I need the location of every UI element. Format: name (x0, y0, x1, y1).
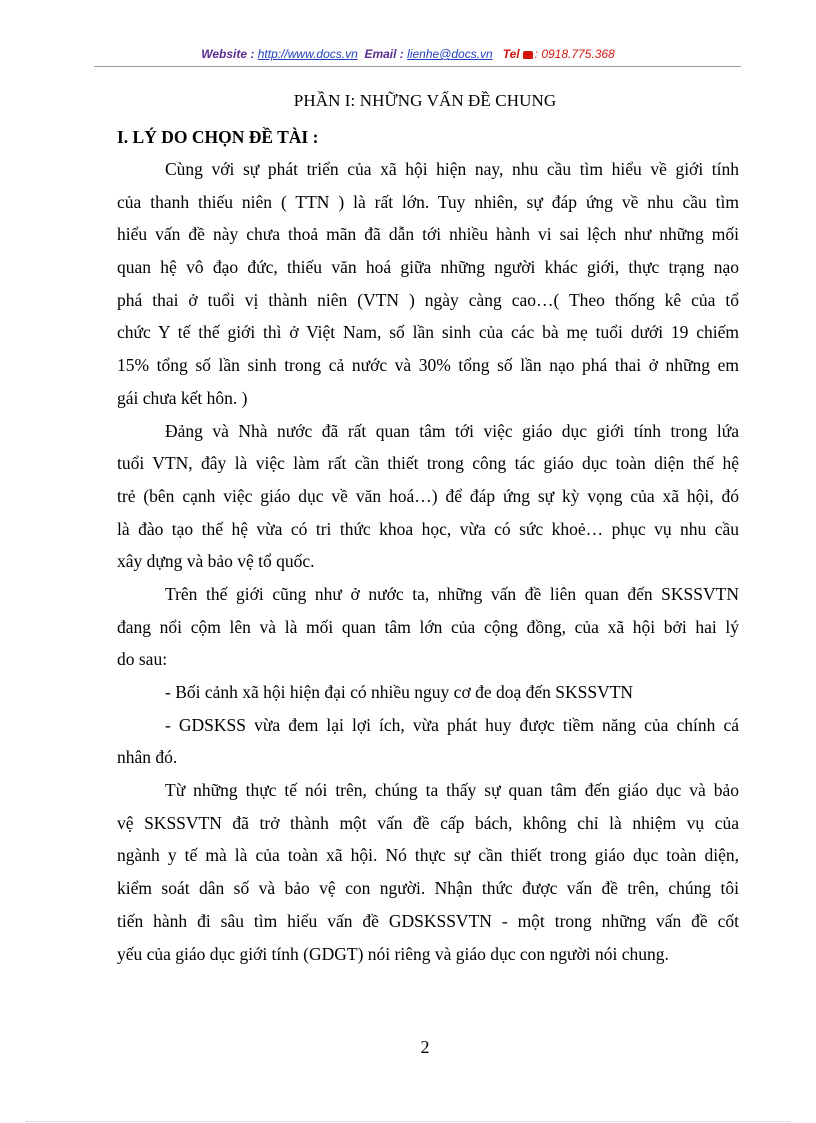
text-line: ngành y tế mà là của toàn xã hội. Nó thực sự cần thiết trong giáo dục toàn diện, (117, 845, 739, 866)
text-line: Trên thế giới cũng như ở nước ta, những vấn đề liên quan đến SKSSVTN (165, 583, 739, 604)
text-line: kiểm soát dân số và bảo vệ con người. Nhận thức được vấn đề trên, chúng tôi (117, 878, 739, 899)
text-line: - GDSKSS vừa đem lại lợi ích, vừa phát huy được tiềm năng của chính cá (165, 714, 739, 735)
header-divider (94, 66, 741, 67)
text-line: do sau: (117, 649, 168, 670)
text-line: 15% tổng số lần sinh trong cả nước và 30% tổng số lần nạo phá thai ở những em (117, 355, 739, 376)
footer-divider (26, 1121, 790, 1122)
section-title: I. LÝ DO CHỌN ĐỀ TÀI : (117, 127, 319, 147)
text-line: quan hệ vô đạo đức, thiếu văn hoá giữa những người khác giới, thực trạng nạo (117, 257, 739, 278)
text-line: là đào tạo thế hệ vừa có tri thức khoa học, vừa có sức khoẻ… phục vụ nhu cầu (117, 518, 739, 539)
text-line: phá thai ở tuổi vị thành niên (VTN ) ngày càng cao…( Theo thống kê của tổ (117, 289, 739, 310)
email-link[interactable]: lienhe@docs.vn (407, 47, 493, 61)
tel-label: Tel (502, 47, 520, 61)
text-line: Từ những thực tế nói trên, chúng ta thấy sự quan tâm đến giáo dục và bảo (165, 780, 739, 801)
part-title: PHẦN I: NHỮNG VẤN ĐỀ CHUNG (293, 91, 557, 110)
page-header (0, 47, 816, 61)
text-line: tuổi VTN, đây là việc làm rất cần thiết trong công tác giáo dục toàn diện thế hệ (117, 453, 739, 474)
website-link[interactable]: http://www.docs.vn (257, 47, 358, 61)
text-line: Cùng với sự phát triển của xã hội hiện nay, nhu cầu tìm hiểu về giới tính (165, 159, 739, 179)
text-line: chức Y tế thế giới thì ở Việt Nam, số lần sinh của các bà mẹ tuổi dưới 19 chiếm (117, 322, 739, 343)
body-text (117, 153, 739, 970)
email-separator: : (396, 47, 404, 61)
text-line: xây dựng và bảo vệ tổ quốc. (117, 551, 315, 572)
text-line: gái chưa kết hôn. ) (117, 387, 248, 408)
text-line: trẻ (bên cạnh việc giáo dục về văn hoá…) để đáp ứng sự kỳ vọng của xã hội, đó (117, 485, 739, 506)
text-line: vệ SKSSVTN đã trở thành một vấn đề cấp bách, không chỉ là nhiệm vụ của (117, 812, 739, 833)
tel-number: : 0918.775.368 (534, 47, 615, 61)
website-label: Website : (201, 47, 255, 61)
text-line: yếu của giáo dục giới tính (GDGT) nói riêng và giáo dục con người nói chung. (117, 943, 669, 964)
text-line: nhân đó. (117, 747, 178, 768)
text-line: tiến hành đi sâu tìm hiểu vấn đề GDSKSSVTN - một trong những vấn đề cốt (117, 910, 739, 931)
text-line: hiểu vấn đề này chưa thoả mãn đã dẫn tới nhiều hành vi sai lệch như những mối (117, 224, 739, 245)
text-line: đang nổi cộm lên và là mối quan tâm lớn của cộng đồng, của xã hội bởi hai lý (117, 616, 739, 637)
text-line: - Bối cảnh xã hội hiện đại có nhiều nguy cơ đe doạ đến SKSSVTN (165, 682, 634, 702)
email-label: Email (364, 47, 397, 61)
phone-icon (523, 51, 533, 59)
page-number: 2 (420, 1037, 430, 1057)
text-line: Đảng và Nhà nước đã rất quan tâm tới việc giáo dục giới tính trong lứa (165, 420, 739, 441)
text-line: của thanh thiếu niên ( TTN ) là rất lớn. Tuy nhiên, sự đáp ứng về nhu cầu tìm (117, 191, 739, 212)
